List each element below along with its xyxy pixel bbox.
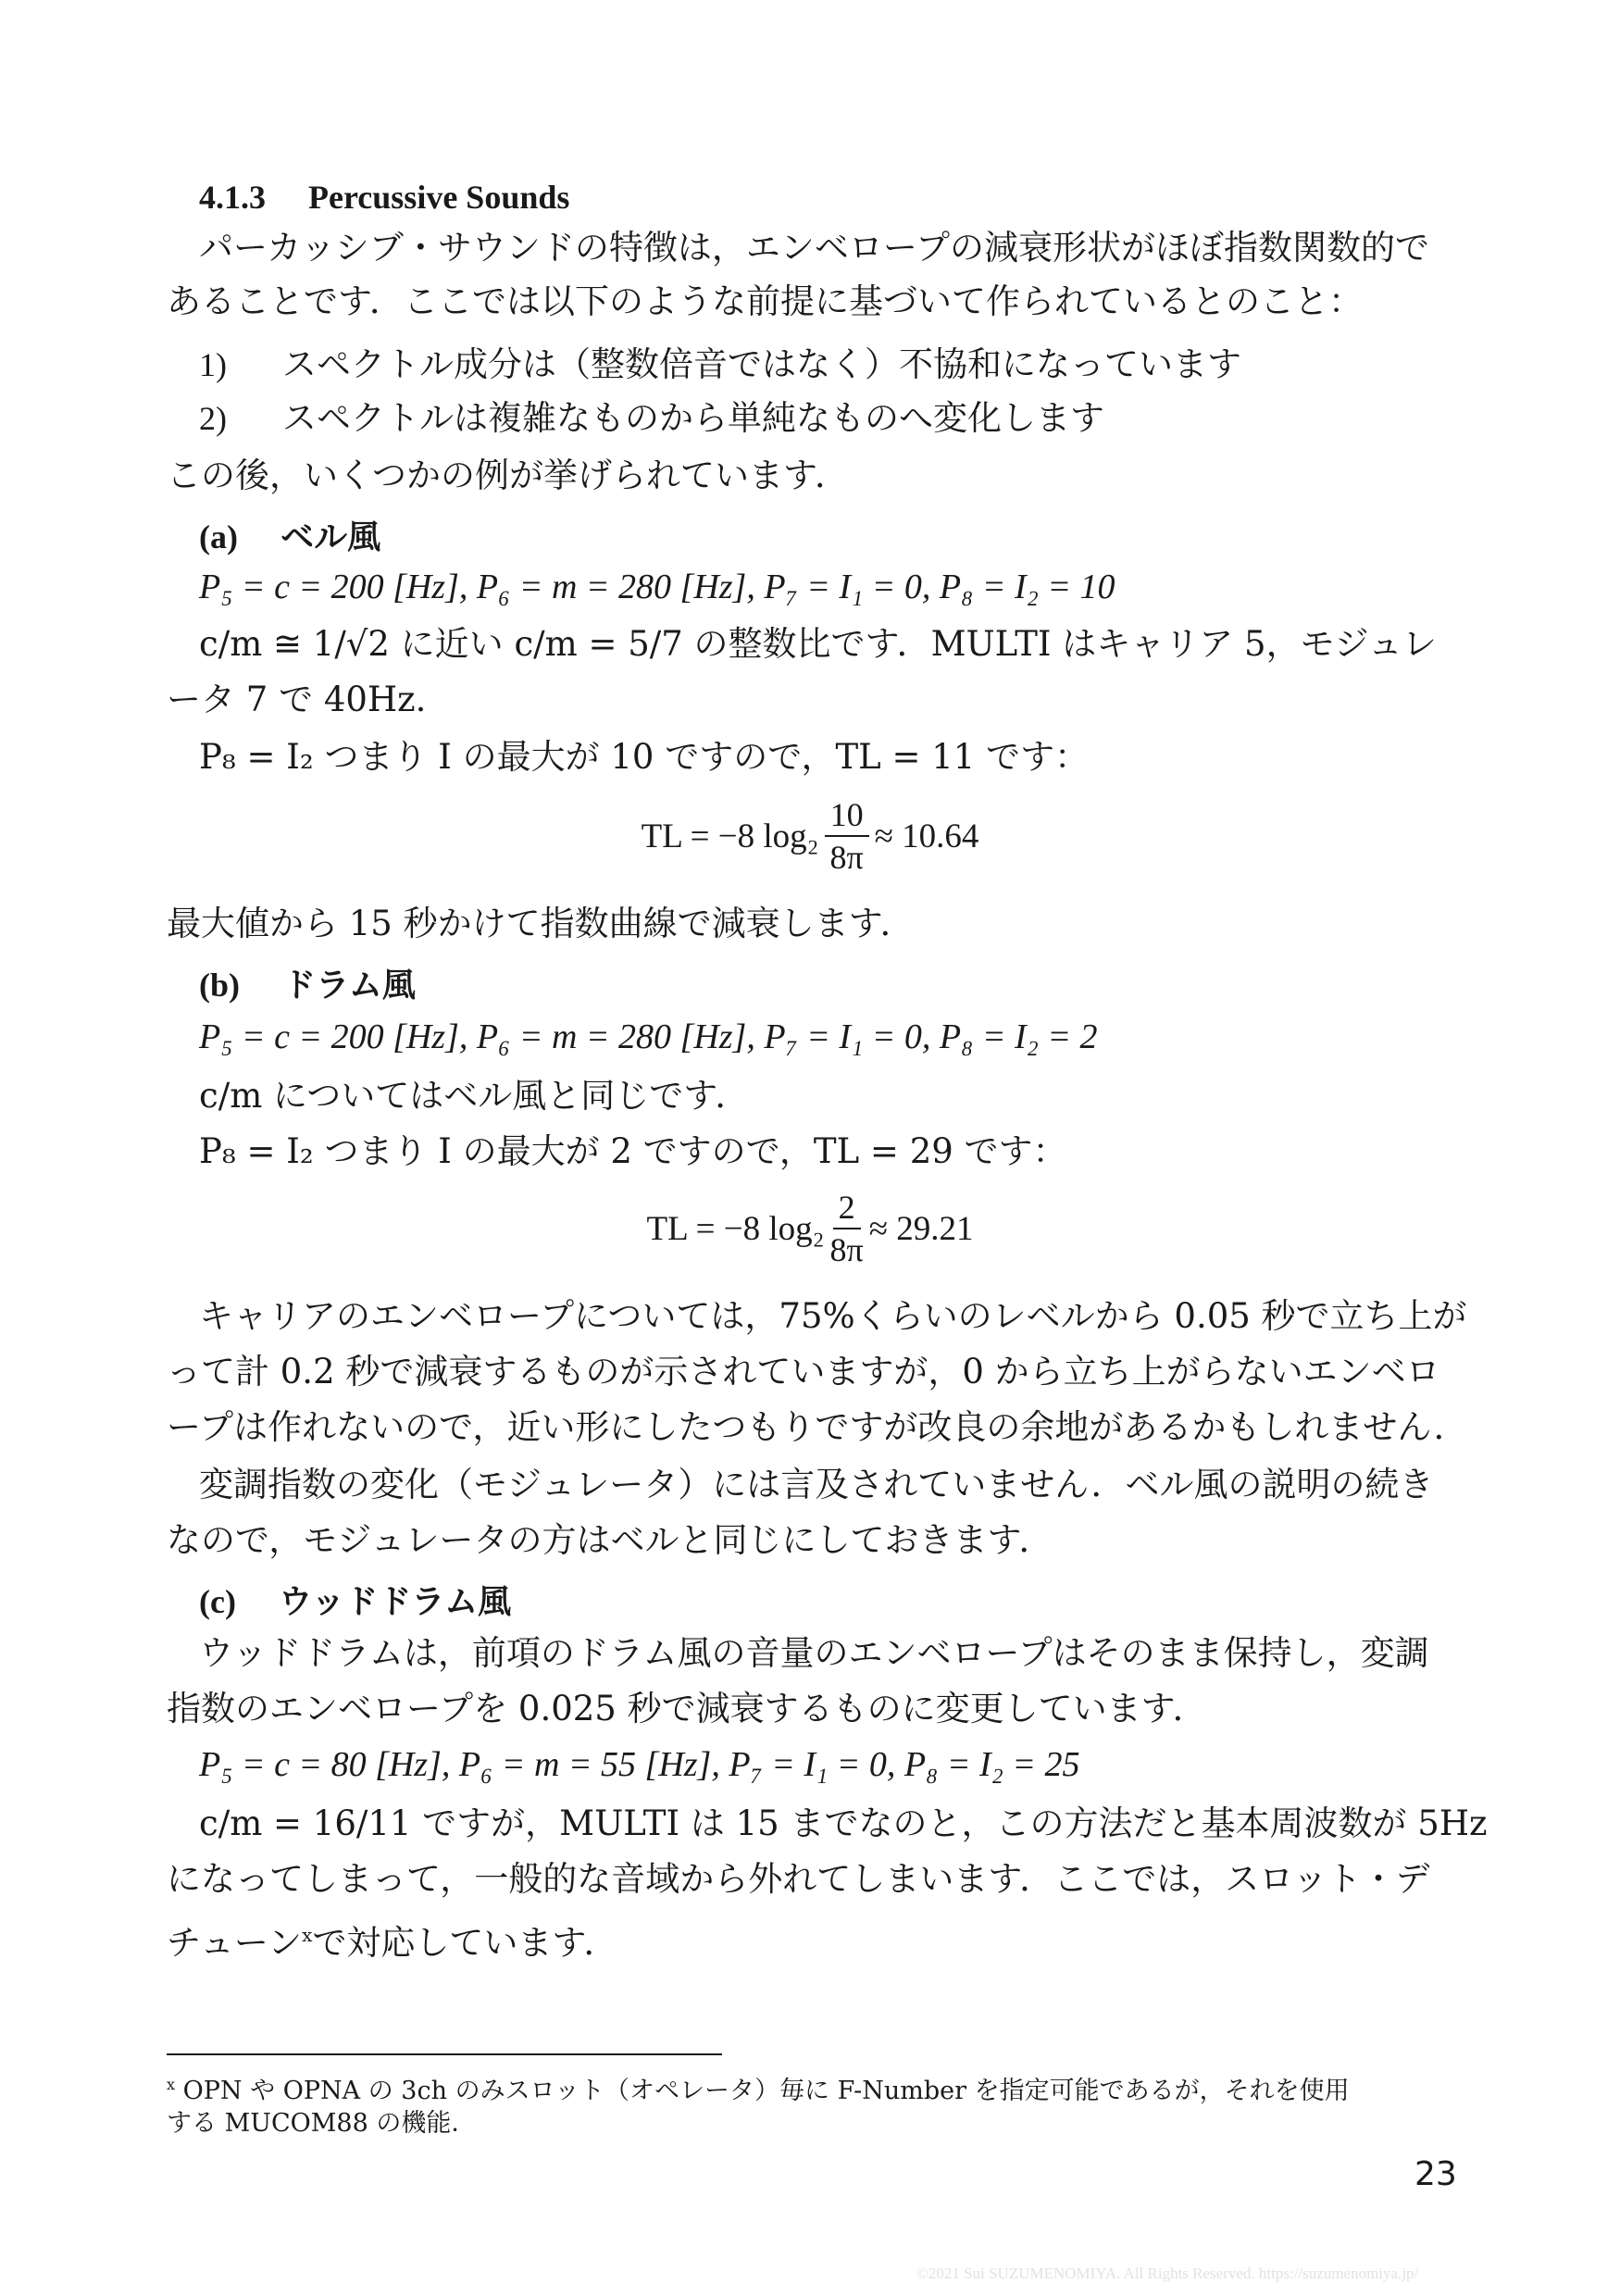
footnote-mark: x bbox=[302, 1924, 313, 1946]
drum-ratio: c/m についてはベル風と同じです． bbox=[199, 1076, 750, 1116]
footnote-line-1 bbox=[167, 2066, 1350, 2110]
drum-paragraph-2-line-1: 変調指数の変化（モジュレータ）には言及されていません．ベル風の説明の続き bbox=[199, 1465, 1434, 1504]
wood-paragraph-2-line-3 bbox=[167, 1913, 617, 1965]
intro-line-2: あることです．ここでは以下のような前提に基づいて作られているとのこと： bbox=[167, 281, 1364, 321]
footnote-divider bbox=[167, 2053, 722, 2055]
subsection-label: (b) bbox=[199, 967, 240, 1004]
fraction-numerator: 10 bbox=[825, 794, 869, 837]
wood-paragraph-1-line-1: ウッドドラムは，前項のドラム風の音量のエンベロープはそのまま保持し，変調 bbox=[199, 1633, 1429, 1673]
drum-paragraph-1-line-2: って計 0.2 秒で減衰するものが示されていますが，0 から立ち上がらないエンベロ bbox=[167, 1352, 1440, 1391]
section-title: Percussive Sounds bbox=[308, 179, 570, 216]
section-heading bbox=[199, 178, 569, 217]
wood-paragraph-2-line-1: c/m = 16/11 ですが，MULTI は 15 までなのと，この方法だと基本周波数が 5Hz bbox=[199, 1803, 1488, 1843]
wood-text-a: チューン bbox=[167, 1923, 303, 1963]
equation-fraction bbox=[830, 1187, 864, 1270]
equation-left: TL = −8 log₂ bbox=[646, 1209, 825, 1248]
fraction-denominator: 8π bbox=[829, 839, 864, 876]
drum-tl-line: P₈ = I₂ つまり I の最大が 2 ですので，TL = 29 です： bbox=[199, 1131, 1067, 1171]
list-item-number: 2) bbox=[199, 400, 227, 437]
bell-decay: 最大値から 15 秒かけて指数曲線で減衰します． bbox=[167, 904, 915, 943]
list-item-text: スペクトルは複雑なものから単純なものへ変化します bbox=[282, 398, 1104, 438]
drum-equation bbox=[0, 1187, 1620, 1270]
subsection-bell-heading bbox=[199, 511, 380, 558]
wood-text-b: で対応しています． bbox=[312, 1923, 618, 1963]
drum-paragraph-1-line-3: ープは作れないので，近い形にしたつもりですが改良の余地があるかもしれません． bbox=[167, 1407, 1468, 1447]
bell-ratio-line-1: c/m ≅ 1/√2 に近い c/m = 5/7 の整数比です．MULTI はキャリア 5，モジュレ bbox=[199, 624, 1437, 664]
subsection-title: ベル風 bbox=[280, 518, 381, 556]
equation-left: TL = −8 log₂ bbox=[641, 817, 819, 855]
intro-line-1: パーカッシブ・サウンドの特徴は，エンベロープの減衰形状がほぼ指数関数的で bbox=[199, 228, 1430, 268]
drum-paragraph-1-line-1: キャリアのエンベロープについては，75%くらいのレベルから 0.05 秒で立ち上が bbox=[199, 1296, 1467, 1336]
footnote-text: OPN や OPNA の 3ch のみスロット（オペレータ）毎に F-Number を指定可能であるが，それを使用 bbox=[182, 2077, 1350, 2105]
drum-paragraph-2-line-2: なので，モジュレータの方はベルと同じにしておきます． bbox=[167, 1520, 1053, 1560]
subsection-drum-heading bbox=[199, 959, 416, 1006]
section-number: 4.1.3 bbox=[199, 179, 266, 216]
footnote-line-2: する MUCOM88 の機能． bbox=[167, 2109, 477, 2138]
list-item bbox=[199, 396, 227, 441]
footnote-mark: x bbox=[167, 2076, 176, 2093]
bell-tl-line: P₈ = I₂ つまり I の最大が 10 ですので，TL = 11 です： bbox=[199, 737, 1090, 777]
list-item-number: 1) bbox=[199, 346, 227, 383]
equation-right: ≈ 10.64 bbox=[874, 817, 979, 855]
equation-fraction bbox=[825, 794, 869, 878]
wood-paragraph-1-line-2: 指数のエンベロープを 0.025 秒で減衰するものに変更しています． bbox=[167, 1689, 1207, 1728]
subsection-label: (a) bbox=[199, 518, 238, 555]
equation-right: ≈ 29.21 bbox=[868, 1209, 974, 1248]
subsection-title: ドラム風 bbox=[282, 967, 416, 1004]
intro-after: この後，いくつかの例が挙げられています． bbox=[167, 455, 850, 495]
bell-ratio-line-2: ータ 7 で 40Hz. bbox=[167, 680, 427, 719]
fraction-numerator: 2 bbox=[833, 1187, 861, 1229]
list-item-text: スペクトル成分は（整数倍音ではなく）不協和になっています bbox=[282, 344, 1241, 384]
wood-params: P₅ = c = 80 [Hz], P₆ = m = 55 [Hz], P₇ = I₁ = 0, P₈ = I₂ = 25 bbox=[199, 1745, 1080, 1784]
copyright-notice: ©2021 Sui SUZUMENOMIYA. All Rights Reserved. https://suzumenomiya.jp/ bbox=[916, 2265, 1419, 2282]
page-number: 23 bbox=[1414, 2155, 1457, 2193]
subsection-title: ウッドドラム風 bbox=[279, 1583, 512, 1621]
subsection-label: (c) bbox=[199, 1583, 236, 1620]
fraction-denominator: 8π bbox=[829, 1231, 864, 1268]
subsection-wood-heading bbox=[199, 1576, 511, 1623]
wood-paragraph-2-line-2: になってしまって，一般的な音域から外れてしまいます．ここでは，スロット・デ bbox=[167, 1859, 1430, 1899]
bell-equation bbox=[0, 794, 1620, 878]
drum-params: P₅ = c = 200 [Hz], P₆ = m = 280 [Hz], P₇ = I₁ = 0, P₈ = I₂ = 2 bbox=[199, 1017, 1098, 1056]
bell-params: P₅ = c = 200 [Hz], P₆ = m = 280 [Hz], P₇ = I₁ = 0, P₈ = I₂ = 10 bbox=[199, 568, 1115, 606]
list-item bbox=[199, 343, 227, 387]
